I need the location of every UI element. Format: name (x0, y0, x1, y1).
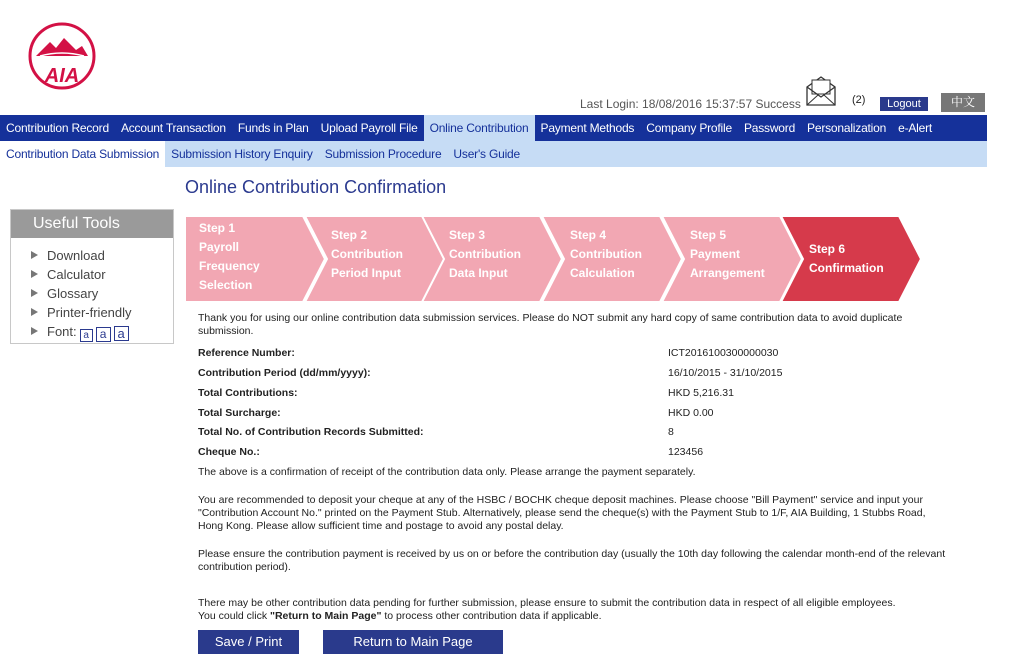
step-2-label: Step 2 Contribution Period Input (331, 228, 403, 280)
font-small-button[interactable]: a (80, 329, 93, 342)
tool-printer-friendly-label: Printer-friendly (47, 305, 132, 320)
pending-note-line2-a: You could click (198, 610, 270, 622)
tool-printer-friendly[interactable] (31, 303, 173, 322)
triangle-right-icon (31, 251, 38, 259)
subnav-submission-history-enquiry[interactable]: Submission History Enquiry (171, 147, 313, 161)
useful-tools-title: Useful Tools (11, 210, 173, 238)
detail-value: HKD 5,216.31 (668, 387, 734, 399)
nav-contribution-record[interactable]: Contribution Record (6, 121, 109, 135)
detail-value: 16/10/2015 - 31/10/2015 (668, 367, 783, 379)
subnav-users-guide[interactable]: User's Guide (453, 147, 521, 161)
detail-row (198, 387, 958, 403)
tool-glossary[interactable] (31, 284, 173, 303)
detail-row (198, 367, 958, 383)
detail-row (198, 347, 958, 363)
useful-tools-panel (10, 209, 174, 344)
nav-company-profile[interactable]: Company Profile (646, 121, 732, 135)
detail-row (198, 426, 958, 442)
due-note: Please ensure the contribution payment is received by us on or before the contribution day (usually the 10th day following the calendar month-end of the relevant contribution period). (198, 548, 946, 573)
return-main-page-button[interactable]: Return to Main Page (323, 630, 503, 654)
detail-label: Total Surcharge: (198, 407, 281, 419)
subnav-contribution-data-submission[interactable]: Contribution Data Submission (0, 141, 165, 167)
detail-value: HKD 0.00 (668, 407, 714, 419)
receipt-note: The above is a confirmation of receipt of the contribution data only. Please arrange the payment separately. (198, 466, 696, 478)
tool-glossary-label: Glossary (47, 286, 99, 301)
pending-note-line1: There may be other contribution data pending for further submission, please ensure to submit the contribution data in respect of all eligible employees. (198, 597, 896, 609)
detail-label: Reference Number: (198, 347, 295, 359)
triangle-right-icon (31, 327, 38, 335)
nav-online-contribution[interactable]: Online Contribution (424, 115, 535, 141)
font-large-button[interactable]: a (114, 326, 129, 341)
nav-e-alert[interactable]: e-Alert (898, 121, 933, 135)
nav-personalization[interactable]: Personalization (807, 121, 887, 135)
pending-note-line2-b: "Return to Main Page" (270, 610, 382, 622)
page-title: Online Contribution Confirmation (185, 177, 447, 197)
tool-download[interactable] (31, 246, 173, 265)
tool-calculator[interactable] (31, 265, 173, 284)
nav-password[interactable]: Password (743, 121, 796, 135)
save-print-button[interactable]: Save / Print (198, 630, 299, 654)
intro-text: Thank you for using our online contribution data submission services. Please do NOT submit any hard copy of same contribution data to avoid duplicate submission. (198, 312, 903, 337)
subnav-submission-procedure[interactable]: Submission Procedure (324, 147, 442, 161)
logo-text: AIA (44, 65, 80, 87)
nav-funds-in-plan[interactable]: Funds in Plan (237, 121, 309, 135)
last-login-text: Last Login: 18/08/2016 15:37:57 Success (580, 97, 801, 111)
detail-label: Contribution Period (dd/mm/yyyy): (198, 367, 371, 379)
triangle-right-icon (31, 308, 38, 316)
mail-icon[interactable] (804, 73, 838, 107)
logout-button[interactable]: Logout (880, 97, 928, 111)
step-6-label: Step 6 Confirmation (809, 242, 884, 275)
font-medium-button[interactable]: a (96, 327, 111, 342)
detail-label: Total No. of Contribution Records Submitted: (198, 426, 424, 438)
tool-font-size (31, 322, 173, 341)
nav-account-transaction[interactable]: Account Transaction (120, 121, 226, 135)
detail-label: Total Contributions: (198, 387, 298, 399)
triangle-right-icon (31, 289, 38, 297)
detail-row (198, 446, 958, 462)
deposit-note: You are recommended to deposit your cheque at any of the HSBC / BOCHK cheque deposit machines. Please choose "Bill Payment" service and input your "Contribution Account No." printed on the Payment Stub. Alternatively, please send the cheque(s) with the Payment Stub to 1/F, AIA Building, 1 Stubbs Road, Hong Kong. Please allow sufficient time and postage to avoid any postal delay. (198, 494, 926, 532)
nav-upload-payroll-file[interactable]: Upload Payroll File (320, 121, 418, 135)
step-progress (185, 216, 925, 306)
detail-value: 8 (668, 426, 674, 438)
nav-payment-methods[interactable]: Payment Methods (540, 121, 635, 135)
message-count: (2) (852, 94, 866, 106)
pending-note-line2-c: to process other contribution data if applicable. (381, 610, 602, 622)
confirmation-content (198, 312, 958, 622)
aia-logo (26, 20, 98, 92)
step-1-label: Step 1 Payroll Frequency Selection (199, 221, 260, 292)
sub-nav (0, 141, 987, 167)
triangle-right-icon (31, 270, 38, 278)
language-toggle-button[interactable]: 中文 (941, 93, 985, 112)
tool-calculator-label: Calculator (47, 267, 106, 282)
pending-note (198, 597, 950, 623)
tool-download-label: Download (47, 248, 105, 263)
detail-label: Cheque No.: (198, 446, 260, 458)
main-nav (0, 115, 987, 141)
detail-value: 123456 (668, 446, 704, 458)
step-4-label: Step 4 Contribution Calculation (570, 228, 642, 280)
step-5-label: Step 5 Payment Arrangement (690, 228, 765, 280)
font-label: Font: (47, 324, 77, 339)
step-3-label: Step 3 Contribution Data Input (449, 228, 521, 280)
detail-row (198, 407, 958, 423)
top-bar (560, 93, 1000, 113)
detail-value: ICT2016100300000030 (668, 347, 779, 359)
